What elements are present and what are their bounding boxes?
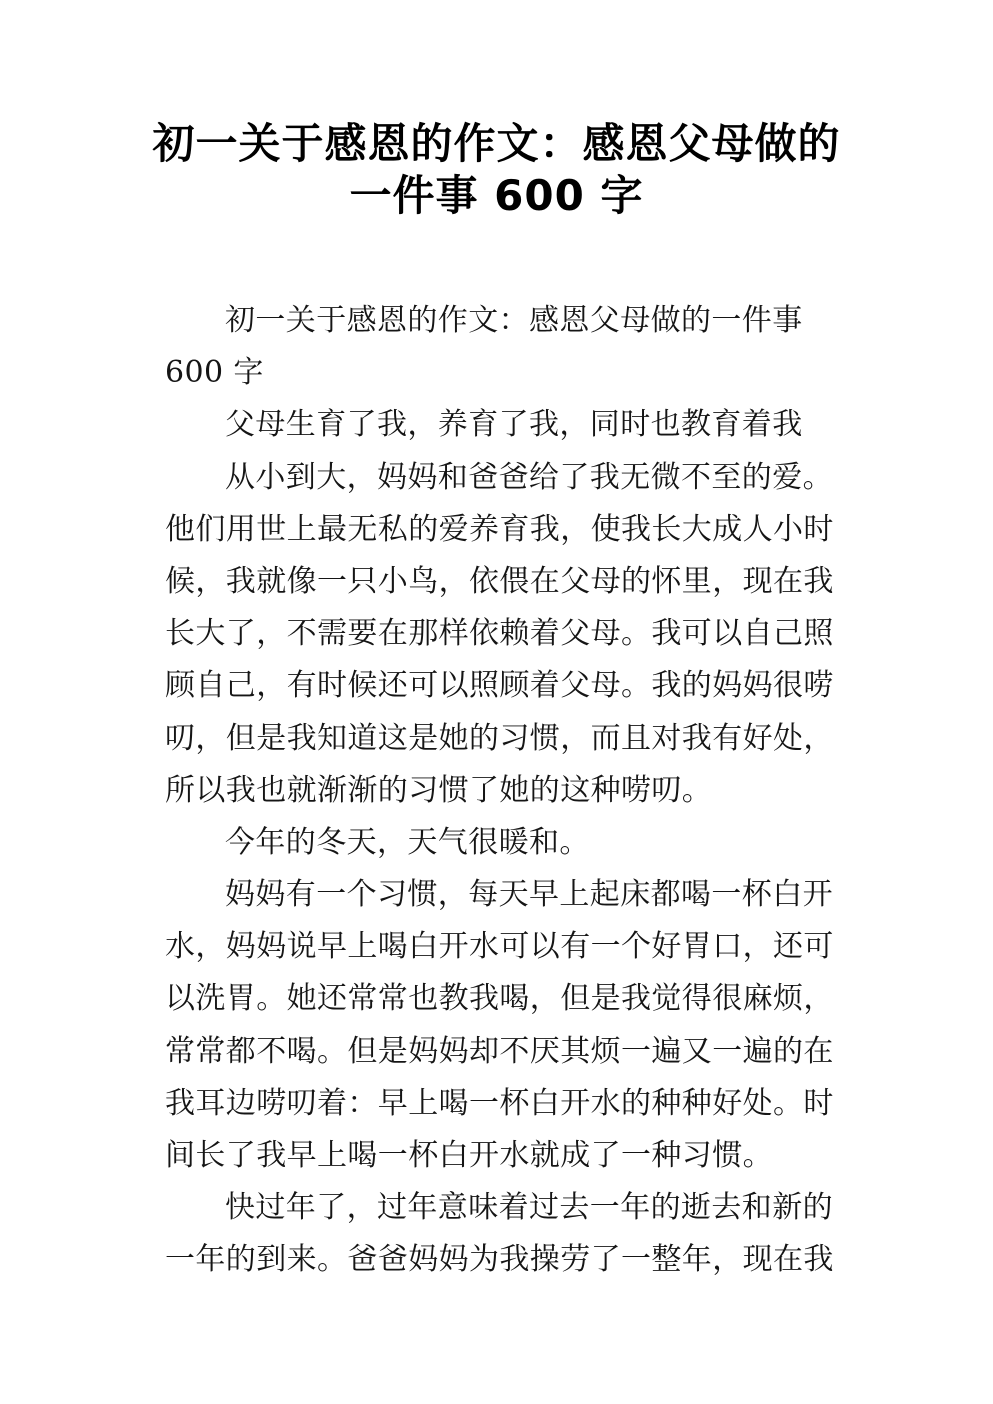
body-line: 从小到大，妈妈和爸爸给了我无微不至的爱。 (225, 459, 833, 495)
body-line: 他们用世上最无私的爱养育我，使我长大成人小时 (165, 511, 834, 547)
body-line: 常常都不喝。但是妈妈却不厌其烦一遍又一遍的在 (165, 1033, 834, 1069)
body-line: 以洗胃。她还常常也教我喝，但是我觉得很麻烦， (165, 981, 834, 1017)
body-line: 顾自己，有时候还可以照顾着父母。我的妈妈很唠 (165, 668, 834, 704)
body-line: 所以我也就渐渐的习惯了她的这种唠叨。 (165, 772, 713, 808)
body-line: 快过年了，过年意味着过去一年的逝去和新的 (225, 1190, 833, 1226)
body-line: 间长了我早上喝一杯白开水就成了一种习惯。 (165, 1138, 773, 1173)
document-title (0, 118, 993, 222)
body-line: 妈妈有一个习惯，每天早上起床都喝一杯白开 (225, 877, 833, 913)
body-line: 我耳边唠叨着：早上喝一杯白开水的种种好处。时 (165, 1085, 834, 1121)
document-body (165, 295, 834, 1287)
body-line: 长大了，不需要在那样依赖着父母。我可以自己照 (165, 616, 834, 652)
title-line-2: 一件事 600 字 (349, 171, 644, 220)
body-line: 600 字 (165, 355, 264, 391)
body-line: 候，我就像一只小鸟，依偎在父母的怀里，现在我 (165, 563, 834, 599)
body-line: 父母生育了我，养育了我，同时也教育着我 (225, 407, 803, 443)
body-line: 水，妈妈说早上喝白开水可以有一个好胃口，还可 (165, 929, 834, 965)
body-line: 今年的冬天，天气很暖和。 (225, 824, 590, 860)
body-line: 一年的到来。爸爸妈妈为我操劳了一整年，现在我 (165, 1242, 834, 1278)
body-line: 叨，但是我知道这是她的习惯，而且对我有好处， (165, 720, 834, 756)
title-line-1: 初一关于感恩的作文：感恩父母做的 (152, 119, 841, 168)
body-line: 初一关于感恩的作文：感恩父母做的一件事 (225, 303, 803, 338)
